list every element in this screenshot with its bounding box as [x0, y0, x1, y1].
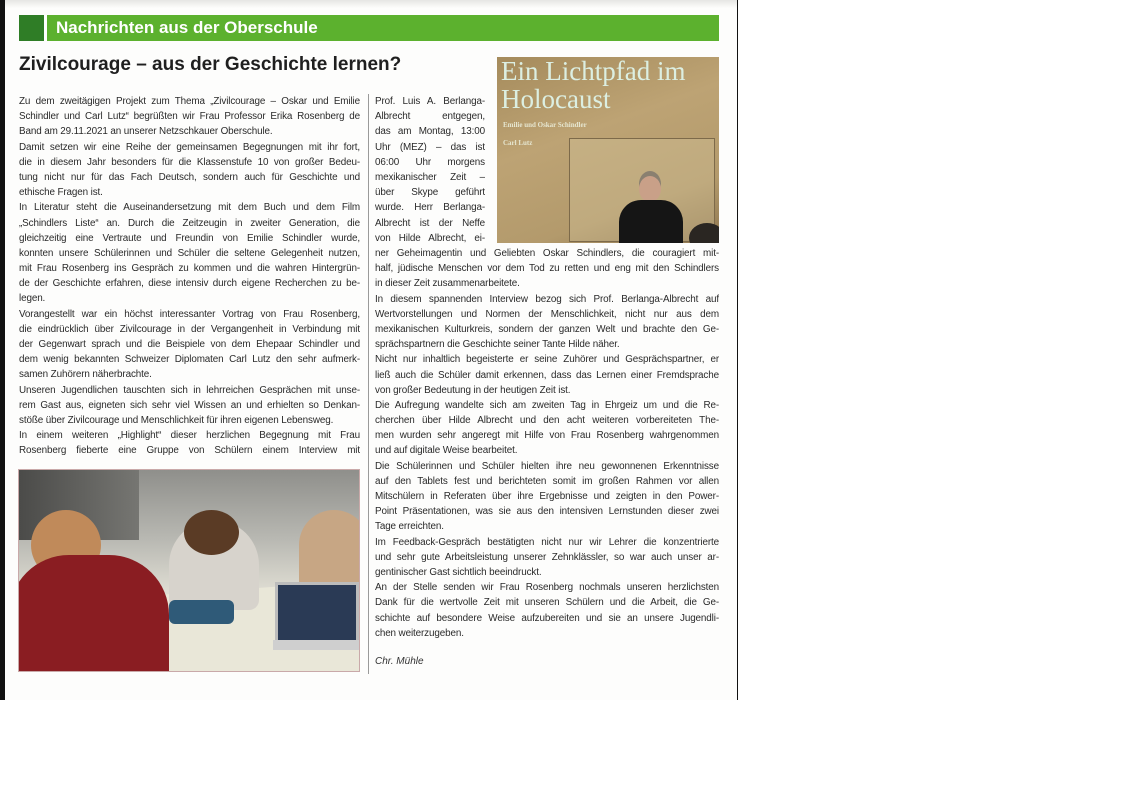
paragraph — [375, 580, 719, 641]
pencil-case — [169, 600, 234, 624]
text-line: de der Geschichte erfahren, diese intensiv durch eigene Recherchen zu be- — [19, 278, 360, 290]
text-line: und sehr gute Arbeitsleistung unserer Zehnklässler, so war auch unser ar- — [375, 551, 719, 563]
text-line: das am Montag, 13:00 — [375, 126, 485, 138]
laptop-screen — [275, 582, 359, 644]
column-divider — [368, 94, 369, 674]
text-line: ner Geheimagentin und Geliebten Oskar Schindlers, die couragiert mit- — [375, 248, 719, 259]
text-line: Vorangestellt war ein höchst interessanter Vortrag von Frau Rosenberg, — [19, 308, 360, 320]
slide-title-line-1: Ein Lichtpfad im — [501, 57, 686, 86]
article-title: Zivilcourage – aus der Geschichte lernen? — [19, 54, 402, 75]
section-header — [19, 15, 719, 41]
text-line: ethische Fragen ist. — [19, 187, 103, 199]
paragraph — [375, 292, 719, 353]
text-line: Prof. Luis A. Berlanga- — [375, 96, 485, 107]
paragraph — [19, 428, 360, 458]
slide-subtitle-1: Emilie und Oskar Schindler — [503, 121, 587, 129]
slide-title-line-2: Holocaust — [501, 84, 611, 114]
text-line: ließ auch die Schüler damit erkennen, dass das Lernen einer Fremdsprache — [375, 369, 719, 381]
text-line: Albrecht entgegen, — [375, 111, 485, 123]
text-line: in dieser Zeit zusammenarbeitete. — [375, 278, 520, 290]
section-title: Nachrichten aus der Oberschule — [56, 18, 318, 37]
slide-subtitle-2: Carl Lutz — [503, 139, 533, 147]
text-line: Im Feedback-Gespräch bestätigten nicht nur wir Lehrer die konzentrierte — [375, 536, 719, 548]
paragraph — [19, 94, 360, 140]
text-line: Wertvorstellungen und Normen der Menschlichkeit, nicht nur aus dem — [375, 308, 719, 320]
paragraph — [375, 459, 719, 535]
text-line: rem Gast aus, eigneten sich sehr viel Wissen an und erhielten so Denkan- — [19, 399, 360, 411]
text-line: und auf digitale Weise bearbeitet. — [375, 445, 518, 457]
text-line: 06:00 Uhr morgens — [375, 156, 485, 168]
text-line: schichte auf besondere Weise aufzubereiten und sie an unsere Jugendli- — [375, 612, 719, 624]
right-column — [375, 246, 719, 641]
text-line: Zu dem zweitägigen Projekt zum Thema „Zivilcourage – Oskar und Emilie — [19, 96, 360, 107]
text-line: In diesem spannenden Interview bezog sich Prof. Berlanga-Albrecht auf — [375, 293, 719, 305]
text-line: chen weiterzugeben. — [375, 627, 464, 639]
text-line: Mitschülern in Referaten über ihre Ergebnisse und zeigten in den Power- — [375, 491, 719, 502]
student-hair — [184, 510, 239, 555]
paragraph — [375, 352, 719, 398]
text-line: samen Zuhörern näherbrachte. — [19, 369, 152, 381]
text-line: dem wenig bekannten Schweizer Diplomaten Carl Lutz den sehr aufmerk- — [19, 354, 360, 366]
text-line: konnten unsere Schülerinnen und Schüler die seltene Gelegenheit nutzen, — [19, 247, 360, 259]
text-line: Albrecht ist der Neffe — [375, 217, 485, 229]
text-line: stöße über Zivilcourage und Menschlichkeit für ihren eigenen Lebensweg. — [19, 414, 334, 426]
laptop-keyboard — [273, 640, 360, 650]
speaker-body — [619, 200, 683, 243]
text-line: Band am 29.11.2021 an unserer Netzschkauer Oberschule. — [19, 126, 273, 138]
paragraph — [375, 246, 719, 292]
text-line: Uhr (MEZ) – das ist — [375, 141, 485, 153]
left-column — [19, 94, 360, 459]
text-line: die eindrücklich über Zivilcourage in der Vergangenheit in Verbindung mit — [19, 323, 360, 335]
text-line: Rosenberg fieberte eine Gruppe von Schülern einem Interview mit — [19, 445, 360, 457]
text-line: men wurden sehr angeregt mit Hilfe von Frau Rosenberg wahrgenommen — [375, 430, 719, 442]
text-line: gleichzeitig eine Vertraute und Freundin von Emilie Schindler wurde, — [19, 232, 360, 244]
paragraph — [19, 383, 360, 429]
text-line: Schindler und Carl Lutz“ begrüßten wir Frau Professor Erika Rosenberg de — [19, 111, 360, 123]
author-signature: Chr. Mühle — [375, 656, 424, 667]
text-line: Dank für die wertvolle Zeit mit unseren Schülern und die Arbeit, die Ge- — [375, 597, 719, 609]
text-line: Tage erreichten. — [375, 521, 444, 533]
paragraph — [19, 200, 360, 306]
text-line: sprächspartnern die Geschichte seiner Tante Hilde näher. — [375, 339, 620, 351]
text-line: In einem weiteren „Highlight“ dieser herzlichen Begegnung mit Frau — [19, 430, 360, 442]
text-line: tung nicht nur für das Fach Deutsch, sondern auch für Geschichte und — [19, 171, 360, 183]
paragraph — [19, 307, 360, 383]
text-line: In Literatur steht die Auseinandersetzung mit dem Buch und dem Film — [19, 202, 360, 214]
lecture-photo — [497, 57, 719, 243]
header-gap — [44, 15, 47, 41]
classroom-photo — [18, 469, 360, 672]
paragraph — [375, 535, 719, 581]
text-line: cherchen über Hilde Albrecht und den acht weiteren vorbereiteten The- — [375, 415, 719, 427]
text-line: von großer Bedeutung in der heutigen Zeit ist. — [375, 384, 571, 396]
paragraph — [375, 398, 719, 459]
speaker-head — [639, 176, 661, 202]
text-line: Die Schülerinnen und Schüler hielten ihre neu gewonnenen Erkenntnisse — [375, 460, 719, 472]
text-line: von Hilde Albrecht, ei- — [375, 232, 485, 244]
text-line: Nicht nur inhaltlich begeisterte er seine Zuhörer und Gesprächspartner, er — [375, 354, 719, 366]
scan-edge — [0, 0, 5, 700]
text-line: An der Stelle senden wir Frau Rosenberg nochmals unseren herzlichsten — [375, 582, 719, 594]
text-line: mit Frau Rosenberg ins Gespräch zu kommen und die wahren Hintergrün- — [19, 263, 360, 275]
text-line: über Skype geführt — [375, 187, 485, 199]
text-line: wurde. Herr Berlanga- — [375, 202, 485, 214]
right-column-narrow — [375, 94, 485, 246]
text-line: Unseren Jugendlichen tauschten sich in lehrreichen Gesprächen mit unse- — [19, 384, 360, 396]
text-line: die in diesem Jahr besonders für die Klassenstufe 10 von großer Bedeu- — [19, 156, 360, 168]
text-line: der Gegenwart sprach und die Beispiele von dem Ehepaar Schindler und — [19, 339, 360, 350]
header-square — [19, 15, 44, 41]
text-line: mexikanischen Kulturkreis, sondern der ganzen Welt und brachte den Ge- — [375, 323, 719, 335]
text-line: mexikanischer Zeit – — [375, 171, 485, 183]
text-line: half, jüdische Menschen vor dem Tod zu retten und eng mit den Schindlers — [375, 263, 719, 275]
student-red-sweater — [18, 555, 169, 672]
text-line: Damit setzen wir eine Reihe der gemeinsamen Begegnungen mit ihr fort, — [19, 141, 360, 153]
text-line: Point Präsentationen, was sie aus den intensiven Lernstunden dieser zwei — [375, 506, 719, 518]
text-line: „Schindlers Liste“ an. Durch die Zeitzeugin in zweiter Generation, die — [19, 217, 360, 229]
student-right — [299, 510, 360, 590]
text-line: Die Aufregung wandelte sich am zweiten Tag in Ehrgeiz um und die Re- — [375, 399, 719, 411]
text-line: gentinischer Gast sichtlich beeindruckt. — [375, 566, 542, 578]
scan-edge — [0, 0, 737, 8]
text-line: legen. — [19, 293, 46, 305]
text-line: auf den Tablets fest und berichteten somit im großen Rahmen vor allen — [375, 475, 719, 487]
paragraph — [19, 140, 360, 201]
